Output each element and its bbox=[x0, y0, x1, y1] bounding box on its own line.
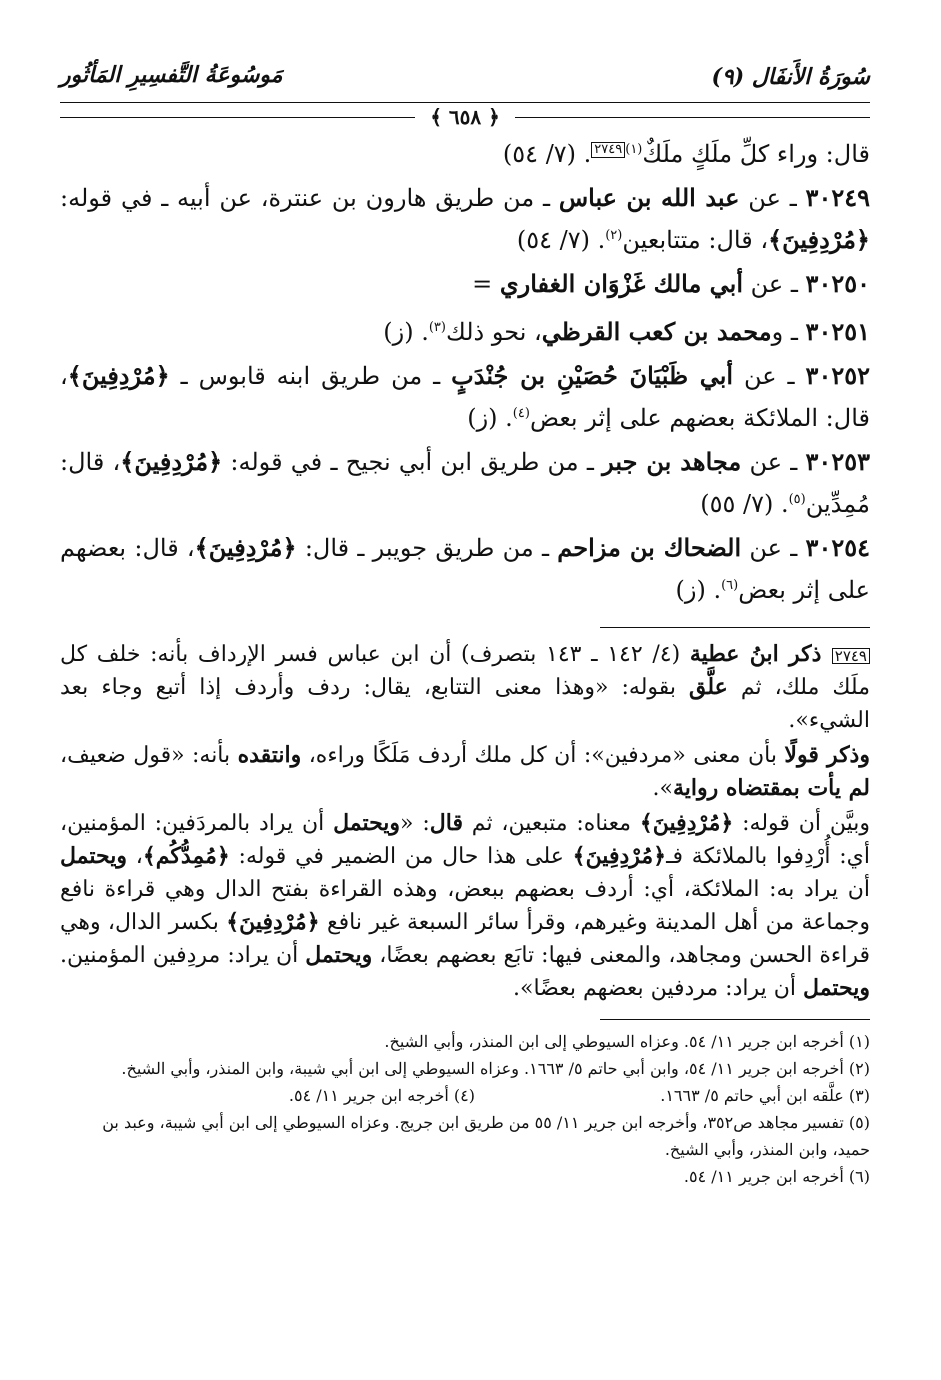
footnote-ref: (٥) bbox=[788, 492, 806, 507]
narrator-name: عبد الله بن عباس bbox=[558, 183, 740, 212]
narrator-name: مجاهد بن جبر bbox=[602, 447, 742, 476]
commentary-section bbox=[60, 638, 870, 1005]
narration-30250: ٣٠٢٥٠ ـ عن أبي مالك غَزْوَان الغفاري = bbox=[472, 269, 870, 298]
page-number-row bbox=[60, 105, 870, 131]
footnote-ref: (٤) bbox=[512, 406, 530, 421]
narrator-name: أبي مالك غَزْوَان الغفاري bbox=[499, 269, 744, 298]
running-header bbox=[60, 58, 870, 103]
footnote-row-3-4 bbox=[60, 1082, 870, 1109]
quran-word: ﴿مُرْدِفِينَ﴾ bbox=[226, 909, 320, 935]
footnotes-divider bbox=[600, 1019, 870, 1020]
narrator-name: محمد بن كعب القرظي bbox=[541, 317, 772, 346]
quran-word: ﴿مُرْدِفِينَ﴾ bbox=[120, 447, 223, 476]
quran-word: ﴿مُمِدُّكُم﴾ bbox=[142, 843, 230, 869]
page bbox=[60, 58, 870, 1190]
footnote-ref: (٦) bbox=[721, 578, 739, 593]
scholar-name: ابنُ عطية bbox=[689, 641, 779, 667]
narration-number: ٣٠٢٥٣ bbox=[805, 447, 870, 476]
narration-30251: ٣٠٢٥١ ـ ومحمد بن كعب القرظي، نحو ذلك$^{(٣)}$. (ز) bbox=[383, 317, 870, 346]
narration-number: ٣٠٢٤٩ bbox=[805, 183, 870, 212]
quran-word: ﴿مُرْدِفِينَ﴾ bbox=[67, 361, 170, 390]
footnote-ref: (١) bbox=[625, 142, 643, 157]
footnotes bbox=[60, 1028, 870, 1190]
narration-number: ٣٠٢٥٠ bbox=[805, 269, 870, 298]
header-rule-right bbox=[515, 117, 870, 118]
commentary-number-box: ٢٧٤٩ bbox=[832, 648, 870, 664]
narrator-name: الضحاك بن مزاحم bbox=[557, 533, 742, 562]
commentary-para-1: ٢٧٤٩ ذكر ابنُ عطية (٤/ ١٤٢ ـ ١٤٣ بتصرف) أن ابن عباس فسر الإرداف بأنه: خلف كل ملَك ملك، ثم علَّق بقوله: «وهذا معنى التتابع، يقال: ردف وأردف إذا أتبع وجاء بعد الشيء». bbox=[60, 641, 870, 733]
footnote-4: (٤) أخرجه ابن جرير ١١/ ٥٤. bbox=[288, 1086, 475, 1105]
narration-30249: ٣٠٢٤٩ ـ عن عبد الله بن عباس ـ من طريق هارون بن عنترة، عن أبيه ـ في قوله: ﴿مُرْدِفِينَ﴾، قال: متتابعين$^{(٢)}$. (٧/ ٥٤) bbox=[60, 183, 870, 254]
quran-word: ﴿مُرْدِفِينَ﴾ bbox=[194, 533, 297, 562]
footnote-6: (٦) أخرجه ابن جرير ١١/ ٥٤. bbox=[683, 1167, 870, 1186]
surah-title: سُورَةُ الأَنفَال (٩) bbox=[711, 64, 870, 90]
narrator-name: أبي ظَبْيَانَ حُصَيْنِ بن جُنْدَبٍ bbox=[451, 361, 734, 390]
narration-30253: ٣٠٢٥٣ ـ عن مجاهد بن جبر ـ من طريق ابن أبي نجيح ـ في قوله: ﴿مُرْدِفِينَ﴾، قال: مُمِدِّين$^{(٥)}$. (٧/ ٥٥) bbox=[60, 447, 870, 518]
footnote-3: (٣) علَّقه ابن أبي حاتم ٥/ ١٦٦٣. bbox=[660, 1086, 870, 1105]
narration-number: ٣٠٢٥٤ bbox=[805, 533, 870, 562]
footnote-1: (١) أخرجه ابن جرير ١١/ ٥٤. وعزاه السيوطي إلى ابن المنذر، وأبي الشيخ. bbox=[384, 1032, 870, 1051]
narration-number: ٣٠٢٥٢ bbox=[805, 361, 870, 390]
quran-word: ﴿مُرْدِفِينَ﴾ bbox=[572, 843, 667, 869]
quran-word: ﴿مُرْدِفِينَ﴾ bbox=[639, 810, 734, 836]
footnote-5: (٥) تفسير مجاهد ص٣٥٢، وأخرجه ابن جرير ١١/ ٥٥ من طريق ابن جريج. وعزاه السيوطي إلى ابن أبي شيبة، وعبد بن حميد، وابن المنذر، وأبي الشيخ. bbox=[102, 1113, 870, 1159]
book-title: مَوسُوعَةُ التَّفسِيرِ المَأثُور bbox=[60, 62, 283, 88]
narration-number: ٣٠٢٥١ bbox=[805, 317, 870, 346]
quran-word: ﴿مُرْدِفِينَ﴾ bbox=[768, 225, 870, 254]
continuation-line: قال: وراء كلِّ ملَكٍ ملَكٌ$^{(١)}$٢٧٤٩. (٧/ ٥٤) bbox=[502, 140, 870, 168]
commentary-para-2: وذكر قولًا بأن معنى «مردفين»: أن كل ملك أردف مَلَكًا وراءه، وانتقده بأنه: «قول ضعيف، لم يأت بمقتضاه رواية». bbox=[60, 742, 870, 801]
narration-30254: ٣٠٢٥٤ ـ عن الضحاك بن مزاحم ـ من طريق جويبر ـ قال: ﴿مُرْدِفِينَ﴾، قال: بعضهم على إثر بعض$^{(٦)}$. (ز) bbox=[60, 533, 870, 604]
commentary-ref-box: ٢٧٤٩ bbox=[591, 142, 625, 158]
footnote-2: (٢) أخرجه ابن جرير ١١/ ٥٤، وابن أبي حاتم ٥/ ١٦٦٣. وعزاه السيوطي إلى ابن أبي شيبة، وابن المنذر، وأبي الشيخ. bbox=[121, 1059, 870, 1078]
header-rule-left bbox=[60, 117, 415, 118]
main-text bbox=[60, 131, 870, 609]
page-number: ﴿ ٦٥٨ ﴾ bbox=[430, 105, 500, 129]
narration-30252: ٣٠٢٥٢ ـ عن أبي ظَبْيَانَ حُصَيْنِ بن جُنْدَبٍ ـ من طريق ابنه قابوس ـ ﴿مُرْدِفِينَ﴾، قال: الملائكة بعضهم على إثر بعض$^{(٤)}$. (ز) bbox=[60, 361, 870, 432]
footnote-ref: (٣) bbox=[428, 320, 446, 335]
footnote-ref: (٢) bbox=[605, 228, 623, 243]
commentary-divider bbox=[600, 627, 870, 628]
commentary-para-3: وبيَّن أن قوله: ﴿مُرْدِفِينَ﴾ معناه: متبعين، ثم قال: «ويحتمل أن يراد بالمردَفين: المؤمنين، أي: أُرْدِفوا بالملائكة فـ﴿مُرْدِفِينَ﴾ على هذا حال من الضمير في قوله: ﴿مُمِدُّكُم﴾، ويحتمل أن يراد به: الملائكة، أي: أردف بعضهم ببعض، وهذه القراءة بفتح الدال وهي قراءة نافع وجماعة من أهل المدينة وغيرهم، وقرأ سائر السبعة غير نافع ﴿مُرْدِفِينَ﴾ بكسر الدال، وهي قراءة الحسن ومجاهد، والمعنى فيها: تابَع بعضهم بعضًا، ويحتمل أن يراد: مردِفين المؤمنين. ويحتمل أن يراد: مردفين بعضهم بعضًا». bbox=[60, 810, 871, 1001]
